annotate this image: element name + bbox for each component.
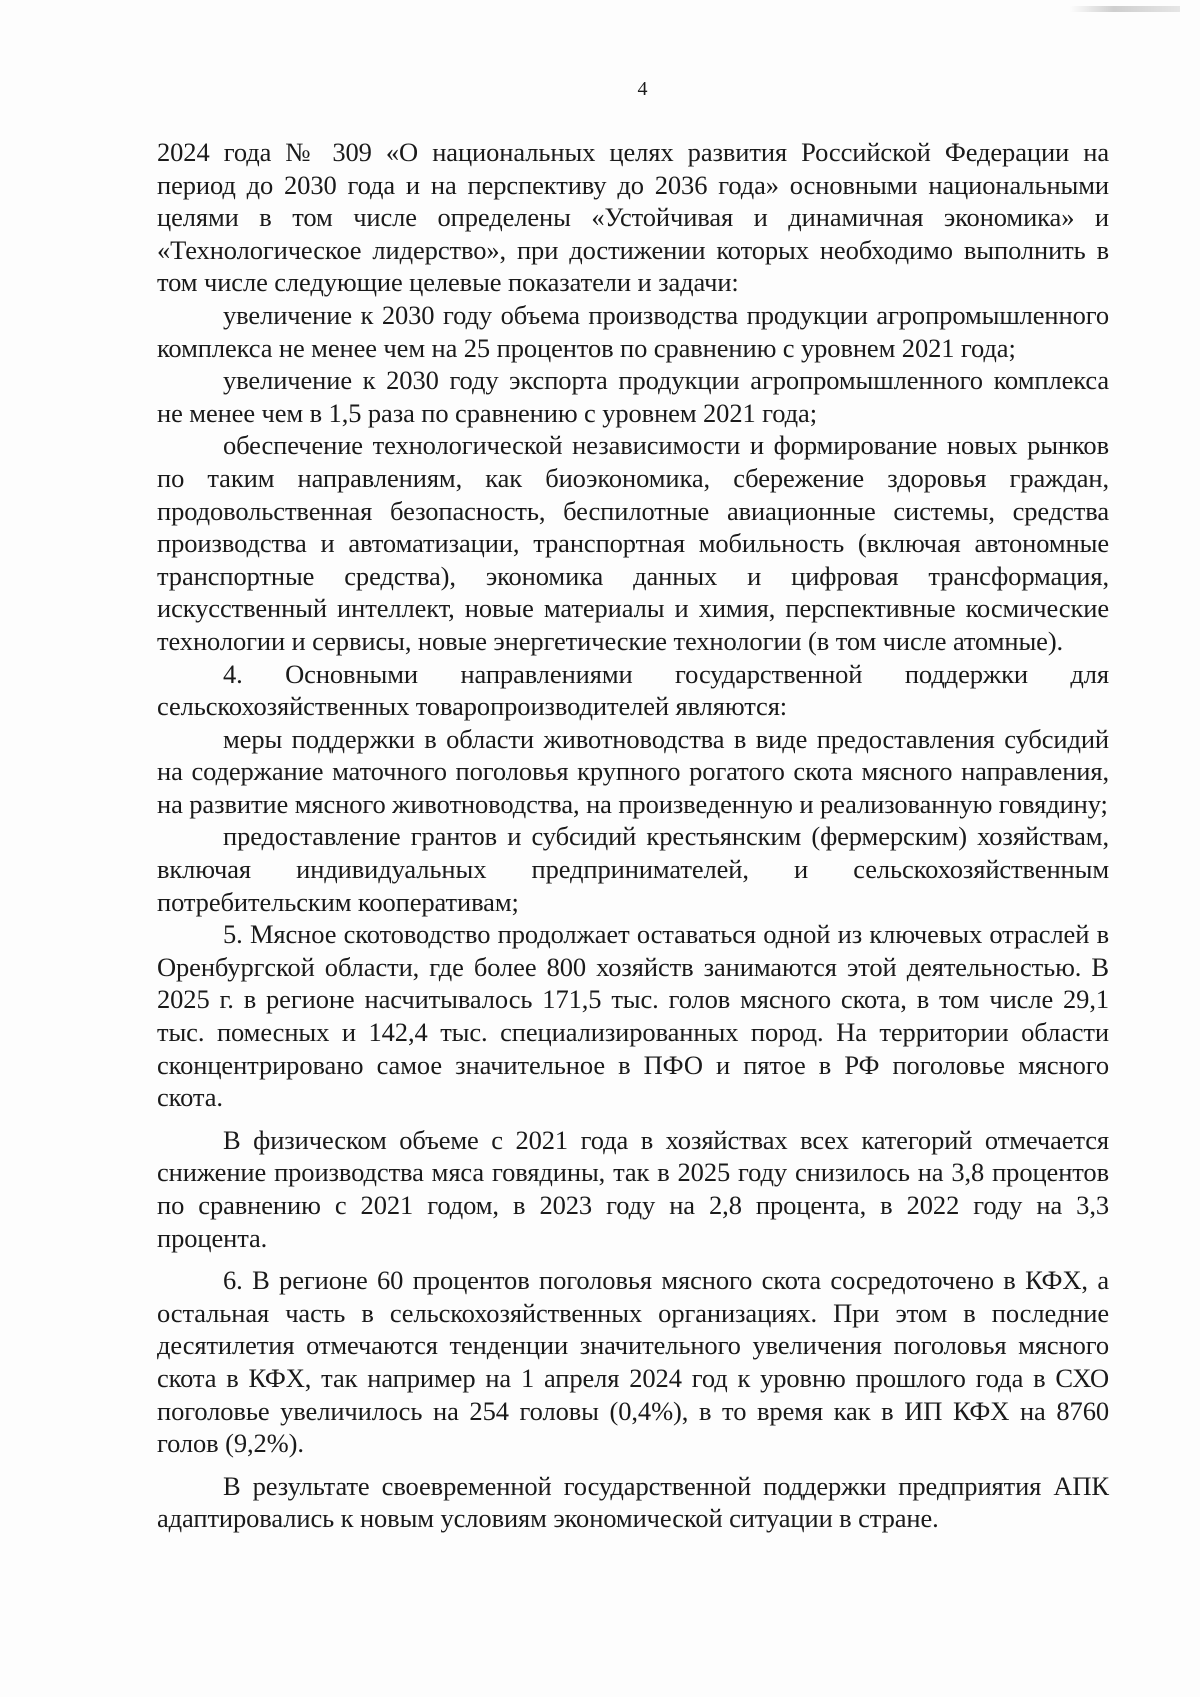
paragraph-technological-independence: обеспечение технологической независимости и формирование новых рынков по таким направлениям, как биоэкономика, сбережение здоровья граждан, продовольственная безопасность, беспилотные авиационные системы, средства производства и автоматизации, транспортная мобильность (включая автономные транспортные средства), экономика данных и цифровая трансформация, искусственный интеллект, новые материалы и химия, перспективные космические технологии и сервисы, новые энергетические технологии (в том числе атомные). bbox=[157, 430, 1109, 656]
scan-artifact bbox=[1070, 6, 1180, 12]
paragraph-section-5: 5. Мясное скотоводство продолжает оставаться одной из ключевых отраслей в Оренбургской области, где более 800 хозяйств занимаются этой деятельностью. В 2025 г. в регионе насчитывалось 171,5 тыс. голов мясного скота, в том числе 29,1 тыс. помесных и 142,4 тыс. специализированных пород. На территории области сконцентрировано самое значительное в ПФО и пятое в РФ поголовье мясного скота. bbox=[157, 919, 1109, 1113]
paragraph-conclusion: В результате своевременной государственной поддержки предприятия АПК адаптировались к новым условиям экономической ситуации в стране. bbox=[157, 1470, 1109, 1534]
paragraph-livestock-support: меры поддержки в области животноводства в виде предоставления субсидий на содержание маточного поголовья крупного рогатого скота мясного направления, на развитие мясного животноводства, на произведенную и реализованную говядину; bbox=[157, 723, 1109, 819]
page-number: 4 bbox=[637, 78, 648, 100]
paragraph-target-production: увеличение к 2030 году объема производства продукции агропромышленного комплекса не менее чем на 25 процентов по сравнению с уровнем 2021 года; bbox=[157, 299, 1109, 363]
paragraph-decree-continuation: 2024 года № 309 «О национальных целях развития Российской Федерации на период до 2030 года и на перспективу до 2036 года» основными национальными целями в том числе определены «Устойчивая и динамичная экономика» и «Технологическое лидерство», при достижении которых необходимо выполнить в том числе следующие целевые показатели и задачи: bbox=[157, 137, 1109, 298]
paragraph-section-4: 4. Основными направлениями государственной поддержки для сельскохозяйственных товаропроизводителей являются: bbox=[157, 658, 1109, 722]
paragraph-production-decline: В физическом объеме с 2021 года в хозяйствах всех категорий отмечается снижение производства мяса говядины, так в 2025 году снизилось на 3,8 процентов по сравнению с 2021 годом, в 2023 году на 2,8 процента, в 2022 году на 3,3 процента. bbox=[157, 1124, 1109, 1253]
paragraph-target-export: увеличение к 2030 году экспорта продукции агропромышленного комплекса не менее чем в 1,5 раза по сравнению с уровнем 2021 года; bbox=[157, 365, 1109, 428]
paragraph-grants: предоставление грантов и субсидий крестьянским (фермерским) хозяйствам, включая индивидуальных предпринимателей, и сельскохозяйственным потребительским кооперативам; bbox=[157, 821, 1109, 917]
paragraph-section-6: 6. В регионе 60 процентов поголовья мясного скота сосредоточено в КФХ, а остальная часть в сельскохозяйственных организациях. При этом в последние десятилетия отмечаются тенденции значительного увеличения поголовья мясного скота в КФХ, так например на 1 апреля 2024 год к уровню прошлого года в СХО поголовье увеличилось на 254 головы (0,4%), в то время как в ИП КФХ на 8760 голов (9,2%). bbox=[157, 1265, 1109, 1459]
document-body bbox=[157, 136, 1109, 1535]
